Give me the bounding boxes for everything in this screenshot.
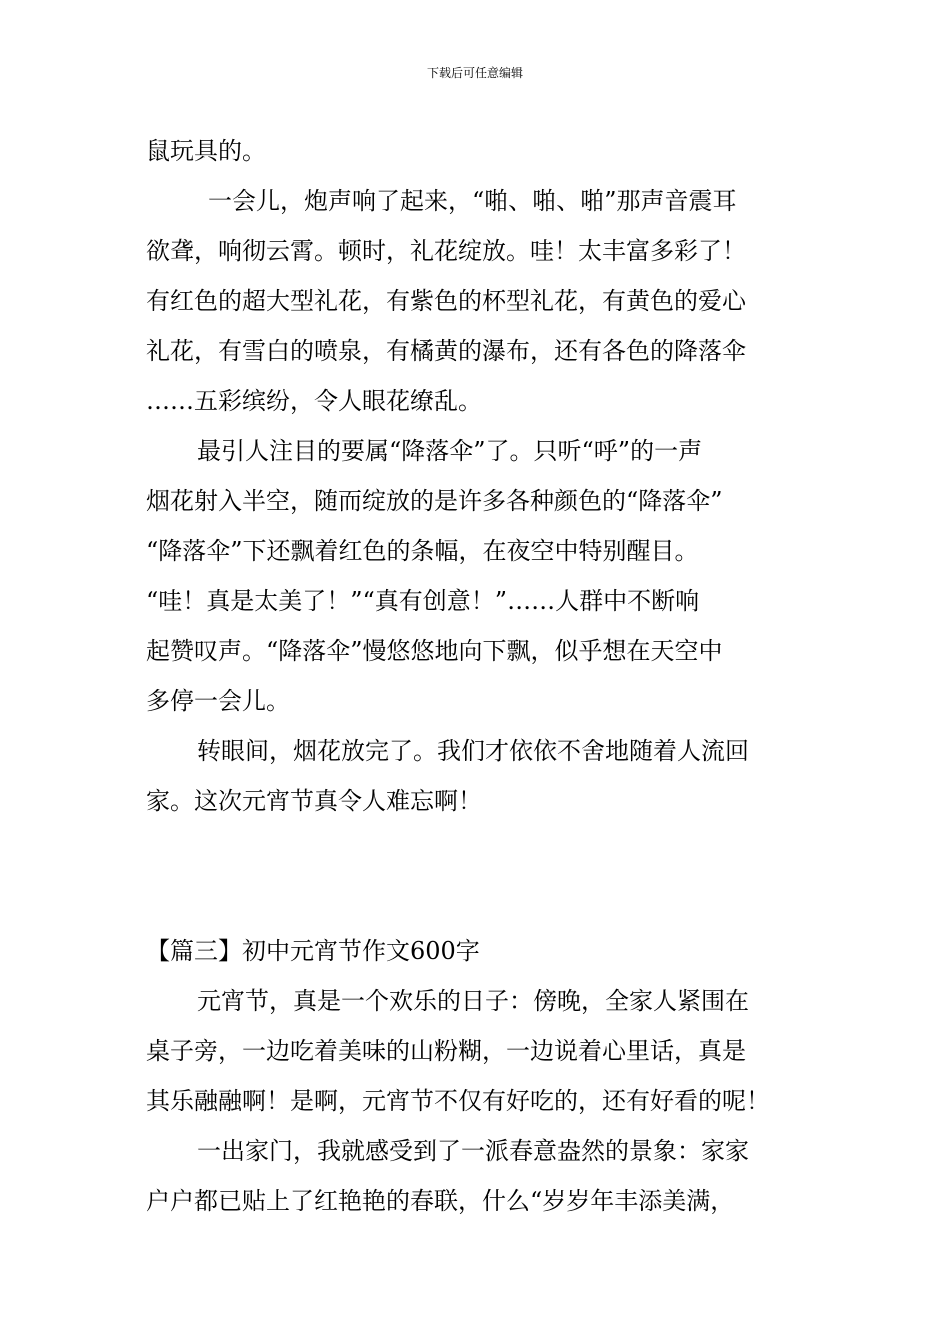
paragraph-2 bbox=[146, 176, 806, 426]
document-body bbox=[146, 126, 806, 1226]
text-line: 鼠玩具的。 bbox=[146, 137, 266, 165]
text-line: ……五彩缤纷，令人眼花缭乱。 bbox=[146, 387, 482, 415]
text-line: 元宵节，真是一个欢乐的日子：傍晚，全家人紧围在 bbox=[197, 987, 749, 1015]
section3-paragraph-2 bbox=[146, 1126, 806, 1226]
text-line: 转眼间，烟花放完了。我们才依依不舍地随着人流回 bbox=[197, 737, 749, 765]
section-title: 【篇三】初中元宵节作文600字 bbox=[146, 937, 480, 965]
section-spacer bbox=[146, 826, 806, 926]
text-line: 户户都已贴上了红艳艳的春联，什么“岁岁年丰添美满， bbox=[146, 1187, 735, 1215]
text-line: 桌子旁，一边吃着美味的山粉糊，一边说着心里话，真是 bbox=[146, 1037, 746, 1065]
page-header: 下载后可任意编辑 bbox=[426, 66, 523, 80]
text-line: 家。这次元宵节真令人难忘啊！ bbox=[146, 787, 482, 815]
text-line: 一出家门，我就感受到了一派春意盎然的景象：家家 bbox=[197, 1137, 749, 1165]
text-line: 其乐融融啊！是啊，元宵节不仅有好吃的，还有好看的呢！ bbox=[146, 1087, 770, 1115]
section3-paragraph-1 bbox=[146, 976, 806, 1126]
text-line: 有红色的超大型礼花，有紫色的杯型礼花，有黄色的爱心 bbox=[146, 287, 746, 315]
paragraph-1 bbox=[146, 126, 806, 176]
paragraph-4 bbox=[146, 726, 806, 826]
text-line: 礼花，有雪白的喷泉，有橘黄的瀑布，还有各色的降落伞 bbox=[146, 337, 746, 365]
text-line: “降落伞”下还飘着红色的条幅，在夜空中特别醒目。 bbox=[146, 537, 699, 565]
paragraph-3 bbox=[146, 426, 806, 726]
text-line: “哇！真是太美了！”“真有创意！”……人群中不断响 bbox=[146, 587, 700, 615]
text-line: 多停一会儿。 bbox=[146, 687, 290, 715]
text-line: 起赞叹声。“降落伞”慢悠悠地向下飘，似乎想在天空中 bbox=[146, 637, 723, 665]
text-line: 最引人注目的要属“降落伞”了。只听“呼”的一声 bbox=[197, 437, 703, 465]
text-line: 欲聋，响彻云霄。顿时，礼花绽放。哇！太丰富多彩了！ bbox=[146, 237, 746, 265]
text-line: 烟花射入半空，随而绽放的是许多各种颜色的“降落伞” bbox=[146, 487, 723, 515]
text-line: 一会儿，炮声响了起来，“啪、啪、啪”那声音震耳 bbox=[208, 187, 737, 215]
